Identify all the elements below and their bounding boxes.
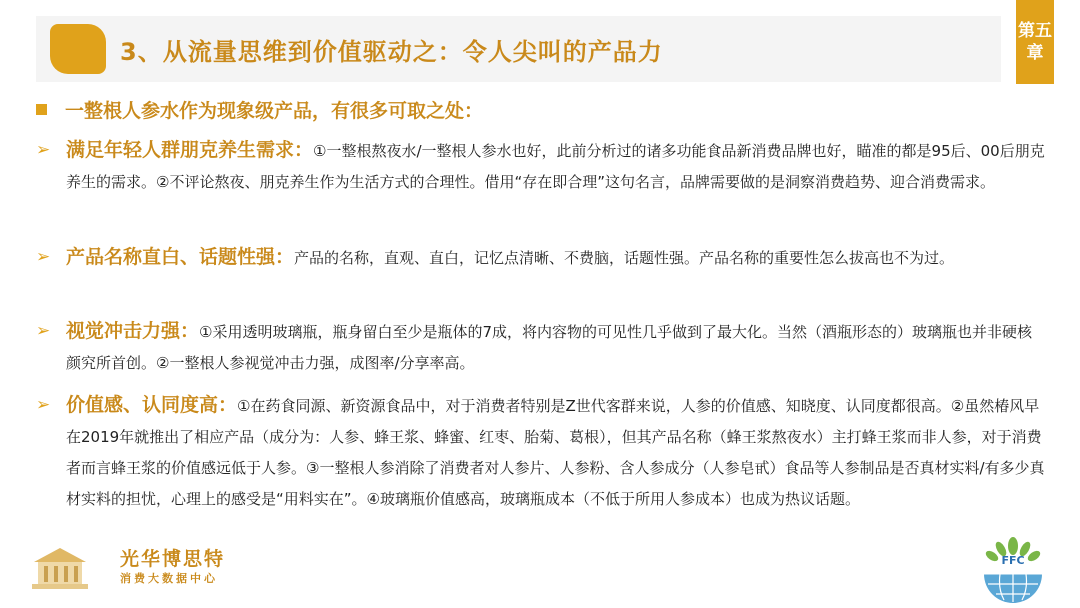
section-visual-impact <box>36 316 1046 379</box>
section-youth-demand <box>36 135 1046 198</box>
arrow-bullet-icon: ➢ <box>36 247 51 267</box>
section-product-name <box>36 242 1046 274</box>
section-label: 视觉冲击力强： <box>66 320 200 342</box>
section-text: ①在药食同源、新资源食品中，对于消费者特别是Z世代客群来说，人参的价值感、知晓度、认同度都很高。②虽然椿风早在2019年就推出了相应产品（成分为：人参、蜂王浆、蜂蜜、红枣、胎菊、葛根），但其产品名称（蜂王浆熬夜水）主打蜂王浆而非人参，对于消费者而言蜂王浆的价值感远低于人参。③一整根人参消除了消费者对人参片、人参粉、含人参成分（人参皂甙）食品等人参制品是否真材实料/有多少真材实料的担忧，心理上的感受是“用料实在”。④玻璃瓶价值感高，玻璃瓶成本（不低于所用人参成本）也成为热议话题。 <box>66 397 1045 508</box>
section-paragraph <box>66 135 1046 198</box>
company-logo <box>30 540 226 596</box>
section-label: 价值感、认同度高： <box>66 394 238 416</box>
ffc-globe-logo-icon <box>976 534 1050 604</box>
section-label: 产品名称直白、话题性强： <box>66 246 295 268</box>
section-label: 满足年轻人群朋克养生需求： <box>66 139 314 161</box>
arrow-bullet-icon: ➢ <box>36 140 51 160</box>
slide-title: 3、从流量思维到价值驱动之：令人尖叫的产品力 <box>120 38 663 66</box>
section-text: 产品的名称，直观、直白，记忆点清晰、不费脑，话题性强。产品名称的重要性怎么拔高也不为过。 <box>294 249 955 267</box>
logo-subtitle: 消费大数据中心 <box>120 572 218 585</box>
section-paragraph <box>66 242 1046 274</box>
section-paragraph <box>66 390 1046 515</box>
ffc-logo-text: FFC <box>1001 554 1025 567</box>
building-emblem-icon <box>30 544 90 590</box>
section-text: ①采用透明玻璃瓶，瓶身留白至少是瓶体的7成，将内容物的可见性几乎做到了最大化。当然（酒瓶形态的）玻璃瓶也并非硬核颜究所首创。②一整根人参视觉冲击力强，成图率/分享率高。 <box>66 323 1033 372</box>
chapter-tab: 第五章 <box>1016 0 1054 84</box>
title-accent-shape <box>50 24 106 74</box>
section-paragraph <box>66 316 1046 379</box>
section-text: ①一整根熬夜水/一整根人参水也好，此前分析过的诸多功能食品新消费品牌也好，瞄准的都是95后、00后朋克养生的需求。②不评论熬夜、朋克养生作为生活方式的合理性。借用“存在即合理”这句名言，品牌需要做的是洞察消费趋势、迎合消费需求。 <box>66 142 1045 191</box>
headline <box>36 96 483 123</box>
logo-name: 光华博思特 <box>120 548 226 570</box>
arrow-bullet-icon: ➢ <box>36 321 51 341</box>
square-bullet-icon <box>36 104 47 115</box>
arrow-bullet-icon: ➢ <box>36 395 51 415</box>
section-value-recognition <box>36 390 1046 515</box>
headline-text: 一整根人参水作为现象级产品，有很多可取之处： <box>65 100 484 122</box>
